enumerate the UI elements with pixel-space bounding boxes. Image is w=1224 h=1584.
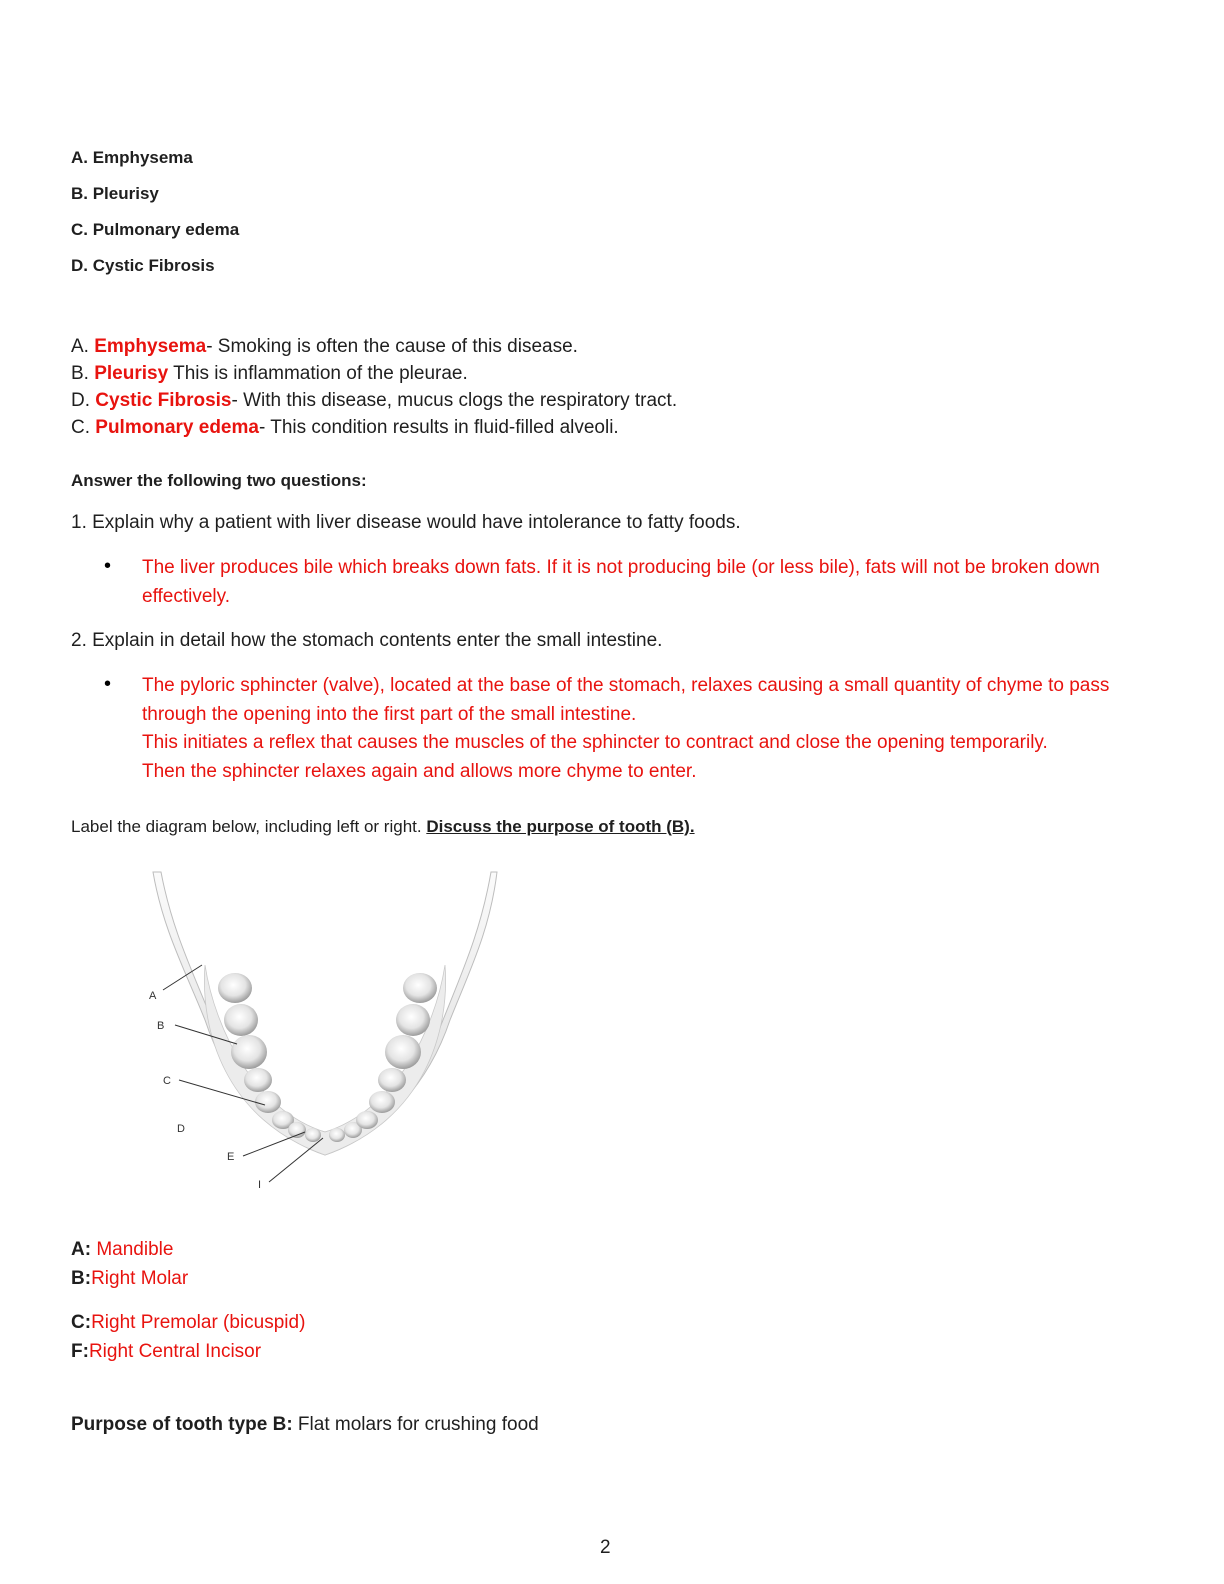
tooth: [218, 973, 252, 1003]
tooth: [231, 1035, 267, 1069]
diagram-label-a: A: [149, 990, 157, 1002]
label-key: C:: [71, 1312, 92, 1333]
bullet-icon: [104, 563, 114, 573]
option-a: A. Emphysema: [71, 148, 193, 167]
label-answer: [71, 1341, 261, 1363]
answer-term: Pleurisy: [94, 363, 169, 384]
label-value: Right Molar: [91, 1268, 189, 1289]
option-c: C. Pulmonary edema: [71, 220, 240, 239]
page-number: 2: [600, 1537, 611, 1558]
mandible-illustration: [145, 870, 510, 1195]
mandible-diagram: [145, 870, 510, 1195]
answer-rest: - Smoking is often the cause of this disease.: [206, 336, 578, 357]
diagram-prompt: [71, 817, 695, 837]
diagram-label-c: C: [163, 1075, 171, 1087]
purpose-line: [71, 1414, 539, 1436]
bullet-icon: [104, 681, 114, 691]
answer-term: Cystic Fibrosis: [95, 390, 232, 411]
label-answer: [71, 1239, 173, 1261]
label-answer: [71, 1268, 188, 1290]
label-answer: [71, 1312, 305, 1334]
purpose-key: Purpose of tooth type B:: [71, 1414, 293, 1435]
purpose-value: Flat molars for crushing food: [292, 1414, 539, 1435]
tooth: [255, 1091, 281, 1113]
instruction-heading: Answer the following two questions:: [71, 471, 367, 490]
diagram-prompt-text: Label the diagram below, including left or right.: [71, 817, 427, 836]
label-value: Right Premolar (bicuspid): [91, 1312, 306, 1333]
question-2: 2. Explain in detail how the stomach contents enter the small intestine.: [71, 630, 663, 651]
answer-rest: - With this disease, mucus clogs the respiratory tract.: [231, 390, 678, 411]
label-key: F:: [71, 1341, 89, 1362]
answer-rest: This is inflammation of the pleurae.: [168, 363, 468, 384]
option-d: D. Cystic Fibrosis: [71, 256, 215, 275]
question-1: 1. Explain why a patient with liver disease would have intolerance to fatty foods.: [71, 512, 741, 533]
answer-rest: - This condition results in fluid-filled alveoli.: [258, 417, 619, 438]
answer-prefix: D.: [71, 390, 96, 411]
tooth: [244, 1068, 272, 1092]
diagram-prompt-underlined: Discuss the purpose of tooth (B).: [426, 817, 695, 836]
answer-prefix: C.: [71, 417, 96, 438]
diagram-label-f: I: [258, 1179, 262, 1191]
tooth: [369, 1091, 395, 1113]
tooth: [329, 1128, 345, 1142]
answer-2: [142, 672, 1122, 786]
answer-term: Pulmonary edema: [95, 417, 259, 438]
tooth: [378, 1068, 406, 1092]
option-b: B. Pleurisy: [71, 184, 159, 203]
tooth: [224, 1004, 258, 1036]
tooth: [403, 973, 437, 1003]
tooth: [385, 1035, 421, 1069]
answer-2-line-3: Then the sphincter relaxes again and allows more chyme to enter.: [142, 760, 697, 782]
label-value: Mandible: [91, 1239, 174, 1260]
answer-2-line-1: The pyloric sphincter (valve), located at the base of the stomach, relaxes causing a small quantity of chyme to pass through the opening into the first part of the small intestine.: [142, 675, 1110, 725]
label-key: A:: [71, 1239, 92, 1260]
answer-2-line-2: This initiates a reflex that causes the muscles of the sphincter to contract and close the opening temporarily.: [142, 732, 1048, 753]
answer-line: [71, 390, 677, 412]
answer-1: The liver produces bile which breaks down fats. If it is not producing bile (or less bile), fats will not be broken down effectively.: [142, 557, 1100, 607]
label-value: Right Central Incisor: [88, 1341, 262, 1362]
tooth: [356, 1111, 378, 1129]
diagram-label-d: D: [177, 1123, 185, 1135]
label-key: B:: [71, 1268, 92, 1289]
diagram-label-e: E: [227, 1151, 235, 1163]
answer-prefix: A.: [71, 336, 95, 357]
answer-prefix: B.: [71, 363, 95, 384]
tooth: [305, 1128, 321, 1142]
tooth: [396, 1004, 430, 1036]
answer-line: [71, 363, 468, 385]
answer-term: Emphysema: [94, 336, 207, 357]
answer-line: [71, 336, 578, 358]
answer-line: [71, 417, 619, 439]
diagram-label-b: B: [157, 1020, 165, 1032]
